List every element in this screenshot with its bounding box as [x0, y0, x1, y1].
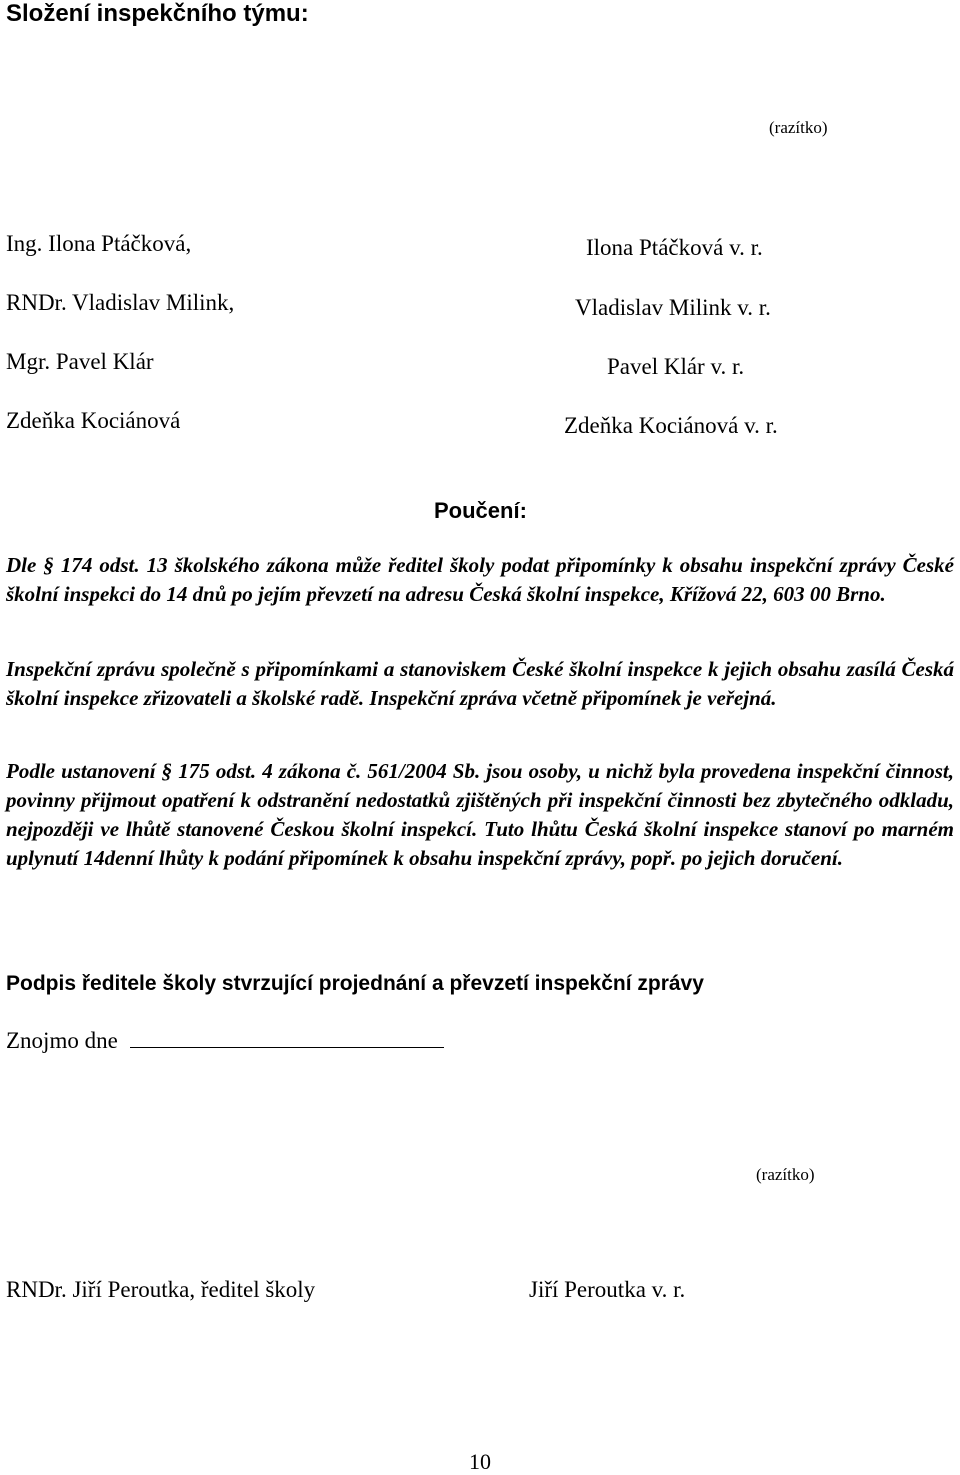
director-signature: Jiří Peroutka v. r. [529, 1277, 686, 1302]
pouceni-paragraph-1: Dle § 174 odst. 13 školského zákona může ředitel školy podat připomínky k obsahu inspekční zprávy České školní inspekci do 14 dnů po jejím převzetí na adresu Česká školní inspekce, Křížová 22, 603 00 Brno. [6, 553, 954, 606]
stamp-label-top: (razítko) [769, 118, 828, 137]
pouceni-paragraph-2: Inspekční zprávu společně s připomínkami a stanoviskem České školní inspekce k jejich obsahu zasílá Česká školní inspekce zřizovateli a školské radě. Inspekční zpráva včetně připomínek je veřejná. [6, 657, 954, 710]
director-name: RNDr. Jiří Peroutka, ředitel školy [6, 1277, 316, 1302]
team-member-name: Ing. Ilona Ptáčková, [6, 231, 192, 256]
team-member-name: Mgr. Pavel Klár [6, 349, 154, 374]
director-signature-heading: Podpis ředitele školy stvrzující projednání a převzetí inspekční zprávy [6, 972, 704, 995]
team-member-signature: Ilona Ptáčková v. r. [586, 235, 763, 260]
team-member-signature: Vladislav Milink v. r. [575, 295, 771, 320]
pouceni-heading: Poučení: [434, 498, 527, 523]
date-field [6, 1028, 444, 1054]
date-label: Znojmo dne [6, 1028, 118, 1053]
page-title: Složení inspekčního týmu: [6, 0, 309, 27]
team-member-signature: Pavel Klár v. r. [607, 354, 745, 379]
pouceni-paragraph-3: Podle ustanovení § 175 odst. 4 zákona č. 561/2004 Sb. jsou osoby, u nichž byla provedena inspekční činnost, povinny přijmout opatření k odstranění nedostatků zjištěných při inspekční činnosti bez zbytečného odkladu, nejpozději ve lhůtě stanovené Českou školní inspekcí. Tuto lhůtu Česká školní inspekce stanoví po marném uplynutí 14denní lhůty k podání připomínek k obsahu inspekční zprávy, popř. po jejich doručení. [6, 759, 954, 870]
team-member-name: Zdeňka Kociánová [6, 408, 181, 433]
team-member-name: RNDr. Vladislav Milink, [6, 290, 235, 315]
page-number: 10 [469, 1449, 491, 1474]
stamp-label-bottom: (razítko) [756, 1165, 815, 1184]
team-member-signature: Zdeňka Kociánová v. r. [564, 413, 778, 438]
date-blank-line [130, 1029, 444, 1048]
